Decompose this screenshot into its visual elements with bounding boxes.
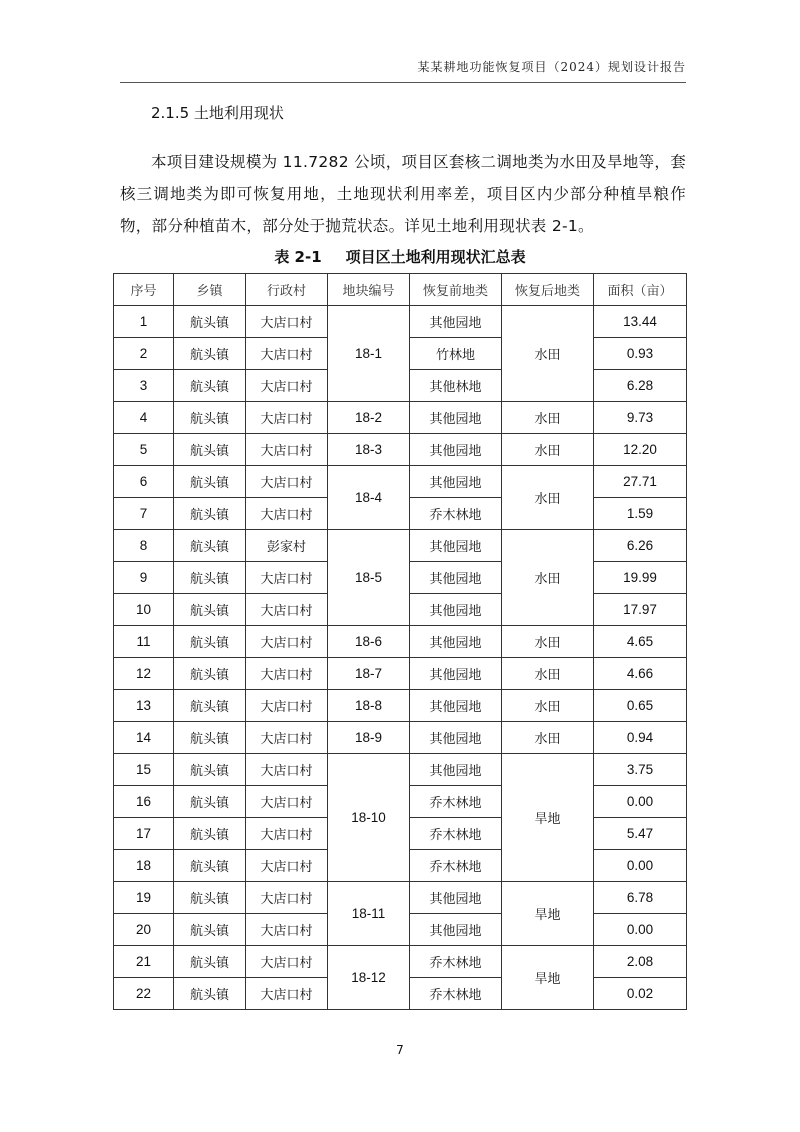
area-cell: 3.75	[594, 754, 687, 786]
table-row	[114, 722, 687, 754]
village-cell: 大店口村	[246, 946, 328, 978]
area-cell: 6.28	[594, 370, 687, 402]
before-type-cell: 其他园地	[410, 914, 502, 946]
village-cell: 大店口村	[246, 498, 328, 530]
town-cell: 航头镇	[174, 786, 246, 818]
town-cell: 航头镇	[174, 850, 246, 882]
row-number-cell: 21	[114, 946, 174, 978]
column-header: 面积（亩）	[594, 274, 687, 306]
after-type-cell: 旱地	[502, 882, 594, 946]
body-paragraph: 本项目建设规模为 11.7282 公顷，项目区套核二调地类为水田及旱地等，套核三调地类为即可恢复用地，土地现状利用率差，项目区内少部分种植旱粮作物，部分种植苗木，部分处于抛荒状态。详见土地利用现状表 2-1。	[120, 153, 686, 235]
area-cell: 9.73	[594, 402, 687, 434]
town-cell: 航头镇	[174, 690, 246, 722]
row-number-cell: 22	[114, 978, 174, 1010]
block-id-cell: 18-10	[328, 754, 410, 882]
table-row	[114, 466, 687, 498]
block-id-cell: 18-3	[328, 434, 410, 466]
before-type-cell: 其他园地	[410, 306, 502, 338]
village-cell: 大店口村	[246, 850, 328, 882]
after-type-cell: 水田	[502, 626, 594, 658]
area-cell: 6.26	[594, 530, 687, 562]
section-heading: 2.1.5 土地利用现状	[151, 104, 284, 122]
table-row	[114, 946, 687, 978]
town-cell: 航头镇	[174, 978, 246, 1010]
town-cell: 航头镇	[174, 370, 246, 402]
before-type-cell: 其他园地	[410, 562, 502, 594]
area-cell: 4.65	[594, 626, 687, 658]
town-cell: 航头镇	[174, 466, 246, 498]
area-cell: 27.71	[594, 466, 687, 498]
row-number-cell: 1	[114, 306, 174, 338]
row-number-cell: 10	[114, 594, 174, 626]
town-cell: 航头镇	[174, 914, 246, 946]
area-cell: 0.02	[594, 978, 687, 1010]
town-cell: 航头镇	[174, 658, 246, 690]
town-cell: 航头镇	[174, 818, 246, 850]
village-cell: 大店口村	[246, 818, 328, 850]
before-type-cell: 其他园地	[410, 690, 502, 722]
area-cell: 1.59	[594, 498, 687, 530]
table-row	[114, 402, 687, 434]
page-number: 7	[396, 1043, 404, 1057]
before-type-cell: 乔木林地	[410, 850, 502, 882]
table-row	[114, 754, 687, 786]
table-row	[114, 690, 687, 722]
village-cell: 大店口村	[246, 466, 328, 498]
village-cell: 大店口村	[246, 402, 328, 434]
area-cell: 2.08	[594, 946, 687, 978]
after-type-cell: 旱地	[502, 946, 594, 1010]
row-number-cell: 11	[114, 626, 174, 658]
village-cell: 大店口村	[246, 338, 328, 370]
town-cell: 航头镇	[174, 306, 246, 338]
before-type-cell: 其他园地	[410, 658, 502, 690]
block-id-cell: 18-9	[328, 722, 410, 754]
row-number-cell: 17	[114, 818, 174, 850]
row-number-cell: 5	[114, 434, 174, 466]
village-cell: 大店口村	[246, 594, 328, 626]
row-number-cell: 9	[114, 562, 174, 594]
area-cell: 4.66	[594, 658, 687, 690]
row-number-cell: 3	[114, 370, 174, 402]
before-type-cell: 其他园地	[410, 466, 502, 498]
village-cell: 大店口村	[246, 434, 328, 466]
row-number-cell: 12	[114, 658, 174, 690]
area-cell: 0.00	[594, 850, 687, 882]
row-number-cell: 4	[114, 402, 174, 434]
before-type-cell: 其他园地	[410, 754, 502, 786]
after-type-cell: 水田	[502, 466, 594, 530]
after-type-cell: 水田	[502, 306, 594, 402]
village-cell: 大店口村	[246, 562, 328, 594]
block-id-cell: 18-8	[328, 690, 410, 722]
after-type-cell: 水田	[502, 434, 594, 466]
land-use-table	[113, 273, 687, 1010]
village-cell: 彭家村	[246, 530, 328, 562]
area-cell: 0.94	[594, 722, 687, 754]
area-cell: 5.47	[594, 818, 687, 850]
village-cell: 大店口村	[246, 690, 328, 722]
column-header: 行政村	[246, 274, 328, 306]
row-number-cell: 18	[114, 850, 174, 882]
column-header: 恢复前地类	[410, 274, 502, 306]
column-header: 序号	[114, 274, 174, 306]
row-number-cell: 8	[114, 530, 174, 562]
before-type-cell: 其他园地	[410, 722, 502, 754]
before-type-cell: 乔木林地	[410, 978, 502, 1010]
before-type-cell: 乔木林地	[410, 498, 502, 530]
village-cell: 大店口村	[246, 306, 328, 338]
village-cell: 大店口村	[246, 722, 328, 754]
area-cell: 0.93	[594, 338, 687, 370]
town-cell: 航头镇	[174, 626, 246, 658]
table-row	[114, 626, 687, 658]
column-header: 恢复后地类	[502, 274, 594, 306]
before-type-cell: 其他林地	[410, 370, 502, 402]
town-cell: 航头镇	[174, 722, 246, 754]
before-type-cell: 其他园地	[410, 530, 502, 562]
village-cell: 大店口村	[246, 626, 328, 658]
table-row	[114, 306, 687, 338]
after-type-cell: 水田	[502, 722, 594, 754]
area-cell: 0.00	[594, 786, 687, 818]
area-cell: 17.97	[594, 594, 687, 626]
table-row	[114, 882, 687, 914]
before-type-cell: 其他园地	[410, 402, 502, 434]
before-type-cell: 乔木林地	[410, 946, 502, 978]
block-id-cell: 18-7	[328, 658, 410, 690]
town-cell: 航头镇	[174, 754, 246, 786]
after-type-cell: 水田	[502, 690, 594, 722]
area-cell: 12.20	[594, 434, 687, 466]
before-type-cell: 其他园地	[410, 626, 502, 658]
town-cell: 航头镇	[174, 498, 246, 530]
block-id-cell: 18-12	[328, 946, 410, 1010]
row-number-cell: 2	[114, 338, 174, 370]
village-cell: 大店口村	[246, 370, 328, 402]
before-type-cell: 其他园地	[410, 594, 502, 626]
town-cell: 航头镇	[174, 338, 246, 370]
row-number-cell: 19	[114, 882, 174, 914]
area-cell: 19.99	[594, 562, 687, 594]
table-caption-title: 项目区土地利用现状汇总表	[345, 248, 526, 266]
before-type-cell: 乔木林地	[410, 786, 502, 818]
before-type-cell: 其他园地	[410, 434, 502, 466]
running-header: 某某耕地功能恢复项目（2024）规划设计报告	[417, 60, 686, 74]
before-type-cell: 乔木林地	[410, 818, 502, 850]
town-cell: 航头镇	[174, 946, 246, 978]
row-number-cell: 16	[114, 786, 174, 818]
row-number-cell: 15	[114, 754, 174, 786]
town-cell: 航头镇	[174, 434, 246, 466]
row-number-cell: 20	[114, 914, 174, 946]
header-rule	[120, 82, 686, 83]
town-cell: 航头镇	[174, 594, 246, 626]
table-body	[114, 306, 687, 1010]
village-cell: 大店口村	[246, 754, 328, 786]
table-row	[114, 530, 687, 562]
table-caption-number: 表 2-1	[274, 248, 322, 266]
town-cell: 航头镇	[174, 562, 246, 594]
village-cell: 大店口村	[246, 786, 328, 818]
row-number-cell: 13	[114, 690, 174, 722]
table-caption	[0, 246, 800, 267]
village-cell: 大店口村	[246, 658, 328, 690]
table-row	[114, 434, 687, 466]
block-id-cell: 18-1	[328, 306, 410, 402]
area-cell: 0.65	[594, 690, 687, 722]
village-cell: 大店口村	[246, 914, 328, 946]
area-cell: 13.44	[594, 306, 687, 338]
block-id-cell: 18-4	[328, 466, 410, 530]
town-cell: 航头镇	[174, 402, 246, 434]
village-cell: 大店口村	[246, 978, 328, 1010]
after-type-cell: 旱地	[502, 754, 594, 882]
column-header: 地块编号	[328, 274, 410, 306]
block-id-cell: 18-6	[328, 626, 410, 658]
area-cell: 6.78	[594, 882, 687, 914]
row-number-cell: 6	[114, 466, 174, 498]
block-id-cell: 18-5	[328, 530, 410, 626]
area-cell: 0.00	[594, 914, 687, 946]
block-id-cell: 18-2	[328, 402, 410, 434]
column-header: 乡镇	[174, 274, 246, 306]
village-cell: 大店口村	[246, 882, 328, 914]
town-cell: 航头镇	[174, 882, 246, 914]
before-type-cell: 其他园地	[410, 882, 502, 914]
table-header-row	[114, 274, 687, 306]
block-id-cell: 18-11	[328, 882, 410, 946]
row-number-cell: 14	[114, 722, 174, 754]
row-number-cell: 7	[114, 498, 174, 530]
before-type-cell: 竹林地	[410, 338, 502, 370]
after-type-cell: 水田	[502, 530, 594, 626]
town-cell: 航头镇	[174, 530, 246, 562]
table-row	[114, 658, 687, 690]
after-type-cell: 水田	[502, 402, 594, 434]
after-type-cell: 水田	[502, 658, 594, 690]
